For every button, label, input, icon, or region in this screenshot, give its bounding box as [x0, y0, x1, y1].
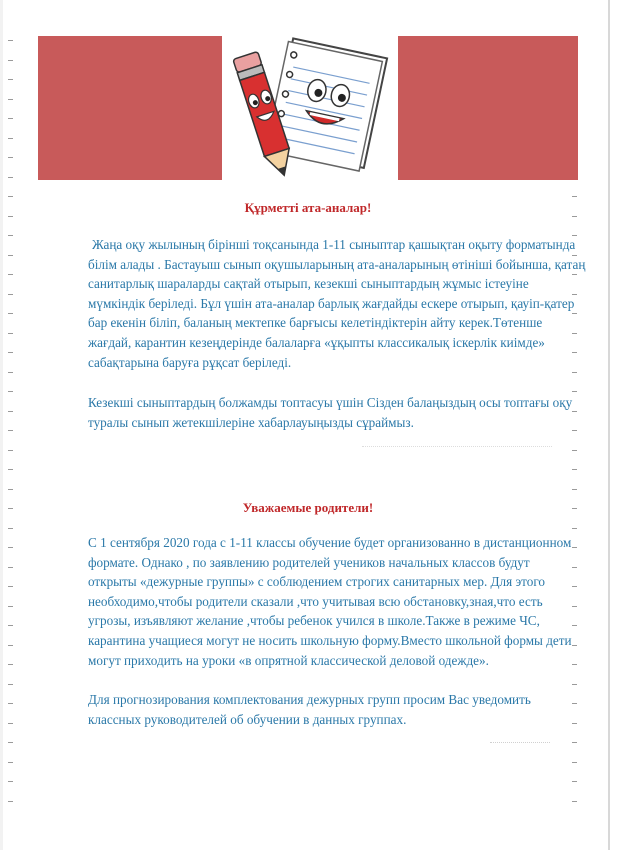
margin-tick: [8, 391, 13, 392]
margin-tick: [8, 411, 13, 412]
margin-tick: [8, 235, 13, 236]
margin-tick: [572, 801, 577, 802]
left-margin-ticks: [8, 40, 14, 830]
margin-tick: [8, 138, 13, 139]
russian-paragraph-1: С 1 сентября 2020 года с 1-11 классы обучение будет организованно в дистанционном формате. Однако , по заявлению родителей учеников начальных классов будут открыты «дежурные группы» с соблюдением строгих санитарных мер. Для этого необходимо,чтобы родители сказали ,что учитывая всю обстановку,зная,что есть угрозы, изъявляют желание ,чтобы ребенок учился в школе.Также в режиме ЧС, карантина учащиеся могут не носить школьную форму.Вместо школьной формы дети могут приходить на уроки «в опрятной классической деловой одежде».: [88, 535, 572, 668]
margin-tick: [8, 177, 13, 178]
russian-heading: Уважаемые родители!: [242, 500, 374, 515]
margin-tick: [8, 489, 13, 490]
margin-tick: [8, 216, 13, 217]
margin-tick: [8, 762, 13, 763]
margin-tick: [8, 430, 13, 431]
margin-tick: [8, 567, 13, 568]
margin-tick: [8, 196, 13, 197]
margin-tick: [572, 391, 577, 392]
banner-left-band: [38, 36, 222, 180]
margin-tick: [572, 742, 577, 743]
page-edge-left: [0, 0, 3, 850]
margin-tick: [8, 372, 13, 373]
margin-tick: [8, 508, 13, 509]
margin-tick: [572, 450, 577, 451]
margin-tick: [8, 469, 13, 470]
margin-tick: [8, 664, 13, 665]
margin-tick: [8, 313, 13, 314]
margin-tick: [8, 703, 13, 704]
margin-tick: [572, 781, 577, 782]
margin-tick: [8, 255, 13, 256]
margin-tick: [8, 450, 13, 451]
margin-tick: [8, 352, 13, 353]
margin-tick: [8, 528, 13, 529]
pencil-notebook-icon: [222, 36, 398, 180]
margin-tick: [8, 79, 13, 80]
margin-tick: [8, 157, 13, 158]
margin-tick: [8, 294, 13, 295]
faint-signature-line: [362, 446, 552, 455]
banner-right-band: [398, 36, 578, 180]
margin-tick: [572, 528, 577, 529]
pencil-notebook-illustration: [222, 36, 398, 180]
margin-tick: [8, 645, 13, 646]
margin-tick: [8, 625, 13, 626]
margin-tick: [8, 118, 13, 119]
margin-tick: [8, 723, 13, 724]
margin-tick: [572, 489, 577, 490]
margin-tick: [8, 40, 13, 41]
margin-tick: [8, 684, 13, 685]
margin-tick: [572, 469, 577, 470]
margin-tick: [8, 60, 13, 61]
page-edge-right: [608, 0, 610, 850]
margin-tick: [572, 762, 577, 763]
margin-tick: [8, 99, 13, 100]
margin-tick: [8, 781, 13, 782]
kazakh-paragraph-2: Кезекші сыныптардың болжамды топтасуы үшін Сізден балаңыздың осы топтағы оқу туралы сынып жетекшілеріне хабарлауыңызды сұраймыз.: [88, 395, 573, 430]
margin-tick: [572, 196, 577, 197]
margin-tick: [8, 606, 13, 607]
faint-mark: [490, 742, 550, 747]
kazakh-heading: Құрметті ата-аналар!: [244, 200, 372, 215]
margin-tick: [8, 333, 13, 334]
margin-tick: [8, 586, 13, 587]
kazakh-paragraph-1: Жаңа оқу жылының бірінші тоқсанында 1-11 сыныптар қашықтан оқыту форматында білім алады . Бастауыш сынып оқушыларының ата-аналарының өтініші бойынша, қатаң санитарлық шараларды сақтай отырып, кезекші сыныптардың жұмыс істеуіне мүмкіндік беріледі. Бұл үшін ата-аналар барлық жағдайды ескере отырып, қауіп-қатер бар екенін біліп, баланың мектепке барғысы келетіндіктерін айту керек.Төтенше жағдай, карантин кезеңдерінде балаларға «ұқыпты классикалық іскерлік киімде» сабақтарына баруға рұқсат беріледі.: [88, 237, 586, 370]
margin-tick: [8, 274, 13, 275]
header-banner: [38, 36, 578, 180]
margin-tick: [572, 684, 577, 685]
margin-tick: [8, 547, 13, 548]
margin-tick: [8, 801, 13, 802]
margin-tick: [8, 742, 13, 743]
russian-paragraph-2: Для прогнозирования комплектования дежурных групп просим Вас уведомить классных руководителей об обучении в данных группах.: [88, 692, 531, 727]
